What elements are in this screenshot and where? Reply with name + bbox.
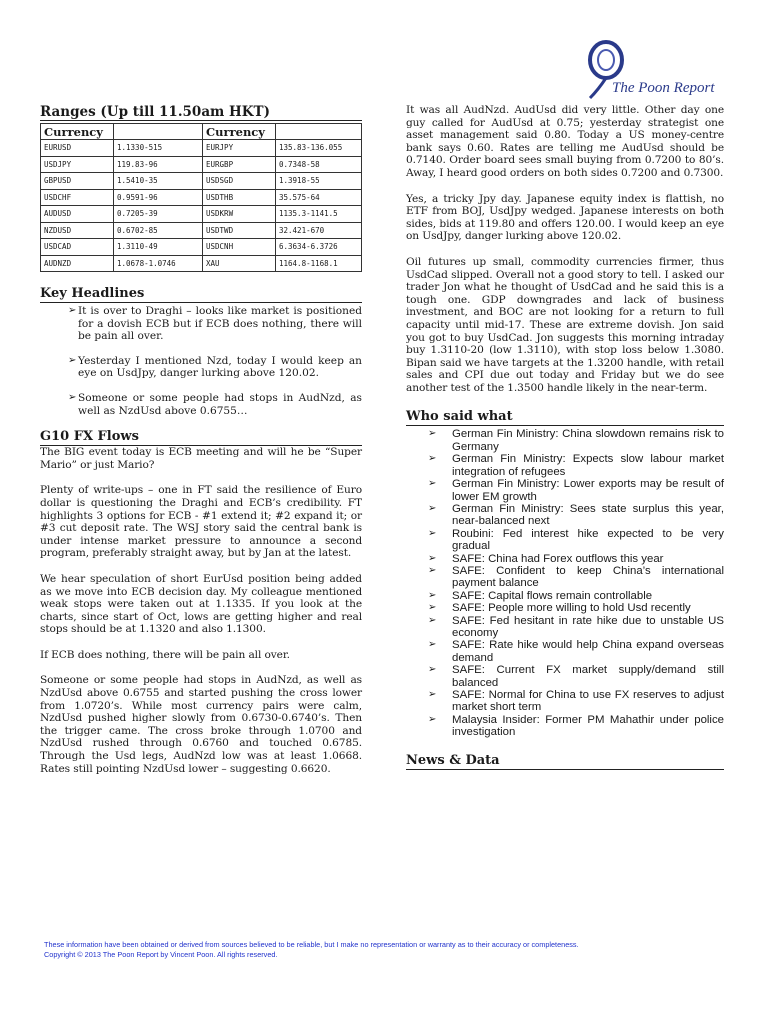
copyright-line: Copyright © 2013 The Poon Report by Vincent Poon. All rights reserved. [44, 950, 278, 959]
commentary-paragraph: It was all AudNzd. AudUsd did very little. Other day one guy called for AudUsd at 0.75; yesterday strategist one asset management said 0.80. Today a US money-centre bank says 0.60. Rates are telling me AudUsd should be 0.7140. Order board sees small buying from 0.7200 to 80’s. Away, I heard good orders on both sides 0.7200 and 0.7300. [406, 104, 724, 179]
who-said-item [406, 478, 724, 503]
left-column [40, 104, 362, 788]
headline-text: It is over to Draghi – looks like market is positioned for a dovish ECB but if ECB does nothing, there will be pain all over. [78, 305, 362, 343]
headline-text: Yesterday I mentioned Nzd, today I would keep an eye on UsdJpy, danger lurking above 120.02. [78, 354, 362, 380]
key-headlines-heading: Key Headlines [40, 286, 362, 303]
range-cell: 1.5410-35 [114, 173, 203, 190]
currency-pair-cell: USDCNH [203, 239, 276, 256]
range-cell: 0.9591-96 [114, 189, 203, 206]
arrow-bullet-icon: ➢ [428, 614, 437, 626]
logo-text: The Poon Report [612, 80, 715, 96]
who-said-text: German Fin Ministry: China slowdown remains risk to Germany [452, 428, 724, 453]
who-said-item [406, 615, 724, 640]
range-cell: 1135.3-1141.5 [276, 206, 362, 223]
who-said-item [406, 664, 724, 689]
arrow-bullet-icon: ➢ [428, 527, 437, 539]
headline-text: Someone or some people had stops in AudNzd, as well as NzdUsd above 0.6755… [78, 391, 362, 417]
range-cell: 1.0678-1.0746 [114, 255, 203, 272]
arrow-bullet-icon: ➢ [428, 428, 437, 440]
currency-pair-cell: USDTWD [203, 222, 276, 239]
g10-paragraph: Plenty of write-ups – one in FT said the resilience of Euro dollar is questioning the Draghi and ECB’s credibility. FT highlights 3 options for ECB - #1 extend it; #2 expand it; or #3 cut deposit rate. The WSJ story said the central bank is under intense market pressure to announce a second program, preferably straight away, but by Jan at the latest. [40, 484, 362, 560]
header-currency-1: Currency [41, 124, 114, 140]
ranges-table [40, 123, 362, 272]
arrow-bullet-icon: ➢ [428, 639, 437, 651]
who-said-item [406, 714, 724, 739]
ranges-row [41, 189, 362, 206]
ranges-header-row [41, 124, 362, 140]
range-cell: 0.7205-39 [114, 206, 203, 223]
g10-heading: G10 FX Flows [40, 429, 362, 446]
ranges-row [41, 140, 362, 157]
headline-item [40, 305, 362, 343]
who-said-text: SAFE: Rate hike would help China expand overseas demand [452, 639, 724, 664]
currency-pair-cell: GBPUSD [41, 173, 114, 190]
who-said-item [406, 639, 724, 664]
range-cell: 135.83-136.055 [276, 140, 362, 157]
who-said-item [406, 503, 724, 528]
currency-pair-cell: XAU [203, 255, 276, 272]
arrow-bullet-icon: ➢ [428, 689, 437, 700]
who-said-text: SAFE: China had Forex outflows this year [452, 552, 664, 565]
arrow-bullet-icon: ➢ [68, 305, 77, 316]
currency-pair-cell: EURJPY [203, 140, 276, 157]
g10-body [40, 446, 362, 775]
g10-paragraph: Someone or some people had stops in AudNzd, as well as NzdUsd above 0.6755 and started pushing the cross lower from 1.0720’s. While most currency pairs were calm, NzdUsd pushed higher slowly from 0.6730-0.6740’s. Then the trigger came. The cross broke through 1.0700 and NzdUsd rushed through 0.6760 and touched 0.6785. Through the Usd legs, AudNzd low was at least 1.0668. Rates still pointing NzdUsd lower – suggesting 0.6620. [40, 674, 362, 775]
who-said-heading: Who said what [406, 409, 724, 426]
range-cell: 0.7348-58 [276, 156, 362, 173]
currency-pair-cell: NZDUSD [41, 222, 114, 239]
ranges-heading: Ranges (Up till 11.50am HKT) [40, 104, 362, 121]
range-cell: 35.575-64 [276, 189, 362, 206]
ranges-row [41, 222, 362, 239]
who-said-text: Malaysia Insider: Former PM Mahathir under police investigation [452, 713, 724, 739]
currency-pair-cell: USDSGD [203, 173, 276, 190]
news-data-heading: News & Data [406, 753, 724, 770]
who-said-item [406, 602, 724, 614]
headline-item [40, 355, 362, 380]
range-cell: 32.421-670 [276, 222, 362, 239]
g10-paragraph: We hear speculation of short EurUsd position being added as we move into ECB decision day. My colleague mentioned weak stops were taken out at 1.1335. If you look at the charts, since start of Oct, lows are getting higher and real stops should be at 1.1320 and also 1.1300. [40, 572, 362, 636]
who-said-text: SAFE: People more willing to hold Usd recently [452, 602, 691, 615]
range-cell: 119.83-96 [114, 156, 203, 173]
range-cell: 1.3110-49 [114, 239, 203, 256]
ranges-row [41, 206, 362, 223]
currency-pair-cell: USDJPY [41, 156, 114, 173]
header-range-1 [114, 124, 203, 140]
who-said-item [406, 528, 724, 553]
arrow-bullet-icon: ➢ [428, 602, 437, 614]
who-said-item [406, 565, 724, 590]
who-said-text: SAFE: Fed hesitant in rate hike due to unstable US economy [452, 614, 724, 639]
who-said-item [406, 453, 724, 478]
header-range-2 [276, 124, 362, 140]
who-said-text: SAFE: Capital flows remain controllable [452, 589, 653, 602]
currency-pair-cell: USDCHF [41, 189, 114, 206]
currency-pair-cell: AUDNZD [41, 255, 114, 272]
who-said-text: SAFE: Confident to keep China’s international payment balance [452, 564, 724, 590]
who-said-item [406, 689, 724, 714]
currency-pair-cell: USDTHB [203, 189, 276, 206]
arrow-bullet-icon: ➢ [428, 589, 437, 601]
g10-paragraph: The BIG event today is ECB meeting and will he be “Super Mario” or just Mario? [40, 446, 362, 471]
ranges-row [41, 156, 362, 173]
arrow-bullet-icon: ➢ [428, 564, 437, 576]
arrow-bullet-icon: ➢ [428, 478, 437, 490]
ranges-row [41, 239, 362, 256]
arrow-bullet-icon: ➢ [428, 502, 437, 514]
range-cell: 1.3918-55 [276, 173, 362, 190]
key-headlines-list [40, 305, 362, 417]
who-said-text: German Fin Ministry: Lower exports may be result of lower EM growth [452, 478, 724, 503]
currency-pair-cell: EURGBP [203, 156, 276, 173]
who-said-text: Roubini: Fed interest hike expected to be very gradual [452, 527, 724, 553]
ranges-row [41, 173, 362, 190]
arrow-bullet-icon: ➢ [428, 552, 437, 564]
commentary-paragraph: Oil futures up small, commodity currencies firmer, thus UsdCad slipped. Overall not a good story to tell. I asked our trader Jon what he thought of UsdCad and he said this is a tough one. GDP downgrades and lack of business investment, and BOC are not looking for a return to full capacity until mid-17. These are extreme dovish. Jon said you got to buy UsdCad. Jon suggests this morning intraday buy 1.3110-20 (low 1.3110), with stop loss below 1.3080. Bipan said we have targets at the 1.3200 handle, with retail sales and CPI due out today and Friday but we do see another test of the 1.3500 handle likely in the near-term. [406, 255, 724, 394]
arrow-bullet-icon: ➢ [428, 713, 437, 725]
who-said-item [406, 590, 724, 602]
range-cell: 1.1330-515 [114, 140, 203, 157]
range-cell: 0.6702-85 [114, 222, 203, 239]
header-currency-2: Currency [203, 124, 276, 140]
ranges-row [41, 255, 362, 272]
currency-pair-cell: USDKRW [203, 206, 276, 223]
commentary-paragraph: Yes, a tricky Jpy day. Japanese equity index is flattish, no ETF from BOJ, UsdJpy wedged. Japanese interests on both sides, bids at 119.80 and offers 120.00. I would keep an eye on UsdJpy, danger lurking above 120.02. [406, 192, 724, 243]
right-body [406, 104, 724, 394]
who-said-item [406, 428, 724, 453]
arrow-bullet-icon: ➢ [68, 391, 77, 403]
arrow-bullet-icon: ➢ [68, 354, 77, 366]
who-said-item [406, 553, 724, 565]
disclaimer-line: These information have been obtained or derived from sources believed to be reliable, but I make no representation or warranty as to their accuracy or completeness. [44, 940, 579, 949]
right-column [406, 104, 724, 770]
g10-paragraph: If ECB does nothing, there will be pain all over. [40, 648, 290, 661]
arrow-bullet-icon: ➢ [428, 453, 437, 465]
who-said-text: German Fin Ministry: Sees state surplus this year, near-balanced next [452, 502, 724, 528]
currency-pair-cell: EURUSD [41, 140, 114, 157]
disclaimer [44, 940, 734, 960]
who-said-text: German Fin Ministry: Expects slow labour market integration of refugees [452, 453, 724, 478]
currency-pair-cell: USDCAD [41, 239, 114, 256]
arrow-bullet-icon: ➢ [428, 664, 437, 676]
who-said-text: SAFE: Normal for China to use FX reserves to adjust market short term [452, 689, 724, 714]
range-cell: 1164.8-1168.1 [276, 255, 362, 272]
currency-pair-cell: AUDUSD [41, 206, 114, 223]
who-said-list [406, 428, 724, 738]
headline-item [40, 392, 362, 417]
who-said-text: SAFE: Current FX market supply/demand still balanced [452, 664, 724, 689]
range-cell: 6.3634-6.3726 [276, 239, 362, 256]
